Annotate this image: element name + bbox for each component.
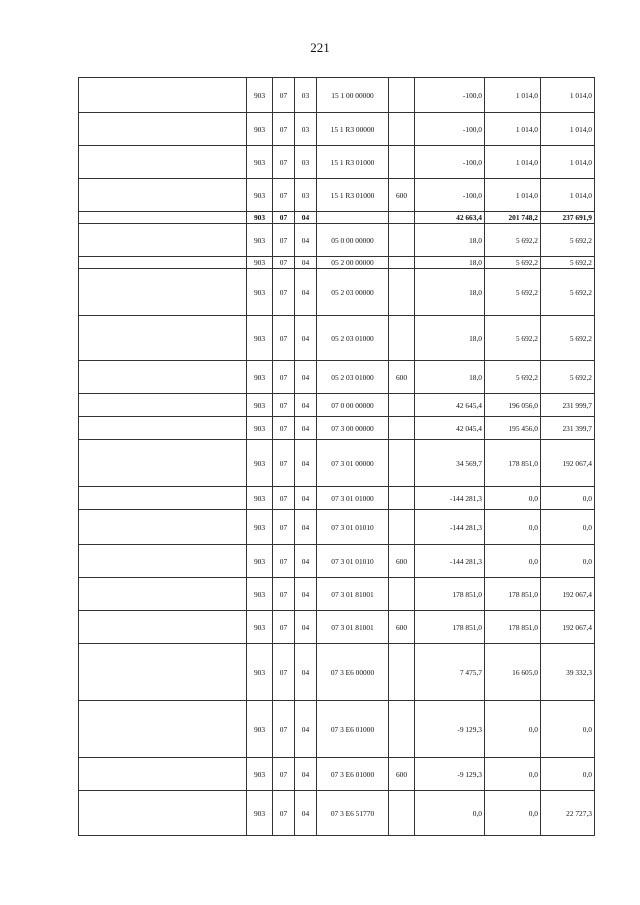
row-value-2: 5 692,2 bbox=[485, 361, 541, 394]
row-grbs: 903 bbox=[247, 212, 273, 224]
row-vr bbox=[389, 578, 415, 611]
row-value-3: 1 014,0 bbox=[541, 146, 595, 179]
row-vr bbox=[389, 224, 415, 257]
row-value-3: 22 727,3 bbox=[541, 791, 595, 836]
row-name bbox=[79, 269, 247, 316]
row-rz: 07 bbox=[273, 510, 295, 545]
row-vr: 600 bbox=[389, 179, 415, 212]
row-csr: 07 3 01 81001 bbox=[317, 611, 389, 644]
row-value-3: 39 332,3 bbox=[541, 644, 595, 701]
row-vr bbox=[389, 394, 415, 417]
table-row bbox=[79, 701, 595, 758]
table-row bbox=[79, 361, 595, 394]
row-value-2: 195 456,0 bbox=[485, 417, 541, 440]
row-rz: 07 bbox=[273, 417, 295, 440]
row-rz: 07 bbox=[273, 257, 295, 269]
row-value-2: 5 692,2 bbox=[485, 257, 541, 269]
row-grbs: 903 bbox=[247, 257, 273, 269]
row-grbs: 903 bbox=[247, 146, 273, 179]
row-value-3: 1 014,0 bbox=[541, 113, 595, 146]
row-vr bbox=[389, 146, 415, 179]
row-rz: 07 bbox=[273, 146, 295, 179]
row-grbs: 903 bbox=[247, 487, 273, 510]
row-csr: 07 3 E6 00000 bbox=[317, 644, 389, 701]
row-name bbox=[79, 644, 247, 701]
row-name bbox=[79, 146, 247, 179]
row-grbs: 903 bbox=[247, 179, 273, 212]
row-name bbox=[79, 361, 247, 394]
row-pr: 03 bbox=[295, 146, 317, 179]
row-name bbox=[79, 440, 247, 487]
row-value-2: 5 692,2 bbox=[485, 224, 541, 257]
row-value-1: 18,0 bbox=[415, 361, 485, 394]
row-pr: 04 bbox=[295, 440, 317, 487]
row-grbs: 903 bbox=[247, 758, 273, 791]
row-grbs: 903 bbox=[247, 224, 273, 257]
row-value-1: 18,0 bbox=[415, 224, 485, 257]
row-rz: 07 bbox=[273, 791, 295, 836]
row-value-2: 1 014,0 bbox=[485, 78, 541, 113]
row-value-1: 18,0 bbox=[415, 269, 485, 316]
row-grbs: 903 bbox=[247, 361, 273, 394]
row-pr: 03 bbox=[295, 78, 317, 113]
row-value-2: 1 014,0 bbox=[485, 113, 541, 146]
row-vr bbox=[389, 487, 415, 510]
row-pr: 04 bbox=[295, 269, 317, 316]
row-vr bbox=[389, 316, 415, 361]
row-value-2: 0,0 bbox=[485, 487, 541, 510]
table-row bbox=[79, 510, 595, 545]
row-value-3: 5 692,2 bbox=[541, 224, 595, 257]
row-value-3: 0,0 bbox=[541, 510, 595, 545]
row-value-3: 231 399,7 bbox=[541, 417, 595, 440]
row-name bbox=[79, 758, 247, 791]
row-value-3: 5 692,2 bbox=[541, 316, 595, 361]
row-value-3: 1 014,0 bbox=[541, 78, 595, 113]
row-value-1: 42 045,4 bbox=[415, 417, 485, 440]
table-row bbox=[79, 417, 595, 440]
row-value-3: 5 692,2 bbox=[541, 361, 595, 394]
row-value-3: 192 067,4 bbox=[541, 578, 595, 611]
row-pr: 03 bbox=[295, 179, 317, 212]
row-vr: 600 bbox=[389, 545, 415, 578]
row-value-2: 201 748,2 bbox=[485, 212, 541, 224]
row-value-3: 231 999,7 bbox=[541, 394, 595, 417]
row-vr bbox=[389, 113, 415, 146]
table-row bbox=[79, 224, 595, 257]
row-value-1: 42 663,4 bbox=[415, 212, 485, 224]
table-row bbox=[79, 146, 595, 179]
row-csr bbox=[317, 212, 389, 224]
row-value-3: 5 692,2 bbox=[541, 257, 595, 269]
row-value-2: 196 056,0 bbox=[485, 394, 541, 417]
row-name bbox=[79, 611, 247, 644]
row-value-2: 178 851,0 bbox=[485, 611, 541, 644]
row-vr bbox=[389, 417, 415, 440]
row-csr: 15 1 R3 01000 bbox=[317, 179, 389, 212]
row-grbs: 903 bbox=[247, 644, 273, 701]
row-csr: 07 3 01 00000 bbox=[317, 440, 389, 487]
row-name bbox=[79, 510, 247, 545]
row-name bbox=[79, 394, 247, 417]
row-vr bbox=[389, 212, 415, 224]
row-csr: 15 1 R3 00000 bbox=[317, 113, 389, 146]
row-value-2: 5 692,2 bbox=[485, 316, 541, 361]
row-rz: 07 bbox=[273, 179, 295, 212]
row-value-1: 18,0 bbox=[415, 257, 485, 269]
row-csr: 07 3 00 00000 bbox=[317, 417, 389, 440]
row-rz: 07 bbox=[273, 487, 295, 510]
row-pr: 04 bbox=[295, 545, 317, 578]
row-value-1: -9 129,3 bbox=[415, 758, 485, 791]
row-pr: 04 bbox=[295, 510, 317, 545]
row-pr: 04 bbox=[295, 487, 317, 510]
row-pr: 04 bbox=[295, 611, 317, 644]
table-row bbox=[79, 487, 595, 510]
row-csr: 07 3 E6 01000 bbox=[317, 758, 389, 791]
row-value-1: 34 569,7 bbox=[415, 440, 485, 487]
row-value-1: -100,0 bbox=[415, 179, 485, 212]
row-rz: 07 bbox=[273, 316, 295, 361]
row-value-3: 237 691,9 bbox=[541, 212, 595, 224]
table-row bbox=[79, 644, 595, 701]
row-csr: 07 3 01 01010 bbox=[317, 510, 389, 545]
row-csr: 07 3 01 81001 bbox=[317, 578, 389, 611]
row-rz: 07 bbox=[273, 758, 295, 791]
row-value-1: -144 281,3 bbox=[415, 545, 485, 578]
row-csr: 15 1 00 00000 bbox=[317, 78, 389, 113]
row-value-2: 0,0 bbox=[485, 545, 541, 578]
row-name bbox=[79, 487, 247, 510]
table-row bbox=[79, 113, 595, 146]
row-pr: 04 bbox=[295, 644, 317, 701]
table-row bbox=[79, 578, 595, 611]
table-row bbox=[79, 545, 595, 578]
row-grbs: 903 bbox=[247, 394, 273, 417]
row-csr: 07 3 01 01010 bbox=[317, 545, 389, 578]
row-csr: 05 2 03 00000 bbox=[317, 269, 389, 316]
row-value-1: -100,0 bbox=[415, 78, 485, 113]
row-grbs: 903 bbox=[247, 440, 273, 487]
row-name bbox=[79, 78, 247, 113]
table-row bbox=[79, 179, 595, 212]
row-rz: 07 bbox=[273, 578, 295, 611]
row-grbs: 903 bbox=[247, 417, 273, 440]
row-value-1: -100,0 bbox=[415, 146, 485, 179]
row-csr: 07 3 01 01000 bbox=[317, 487, 389, 510]
row-value-2: 178 851,0 bbox=[485, 440, 541, 487]
row-grbs: 903 bbox=[247, 113, 273, 146]
budget-table bbox=[78, 77, 595, 836]
row-rz: 07 bbox=[273, 545, 295, 578]
row-value-2: 1 014,0 bbox=[485, 179, 541, 212]
row-csr: 05 2 03 01000 bbox=[317, 361, 389, 394]
row-value-3: 192 067,4 bbox=[541, 440, 595, 487]
row-value-3: 5 692,2 bbox=[541, 269, 595, 316]
table-row bbox=[79, 316, 595, 361]
row-pr: 04 bbox=[295, 417, 317, 440]
table-row bbox=[79, 269, 595, 316]
row-value-3: 0,0 bbox=[541, 701, 595, 758]
row-rz: 07 bbox=[273, 361, 295, 394]
row-vr: 600 bbox=[389, 611, 415, 644]
row-value-1: 178 851,0 bbox=[415, 578, 485, 611]
row-rz: 07 bbox=[273, 701, 295, 758]
row-vr bbox=[389, 701, 415, 758]
row-name bbox=[79, 417, 247, 440]
row-name bbox=[79, 224, 247, 257]
row-pr: 04 bbox=[295, 578, 317, 611]
row-value-2: 0,0 bbox=[485, 510, 541, 545]
row-grbs: 903 bbox=[247, 791, 273, 836]
row-name bbox=[79, 701, 247, 758]
row-pr: 04 bbox=[295, 394, 317, 417]
row-value-1: 178 851,0 bbox=[415, 611, 485, 644]
row-grbs: 903 bbox=[247, 578, 273, 611]
row-pr: 03 bbox=[295, 113, 317, 146]
row-csr: 07 0 00 00000 bbox=[317, 394, 389, 417]
row-name bbox=[79, 578, 247, 611]
row-value-3: 0,0 bbox=[541, 758, 595, 791]
row-pr: 04 bbox=[295, 701, 317, 758]
row-pr: 04 bbox=[295, 791, 317, 836]
row-value-2: 0,0 bbox=[485, 791, 541, 836]
row-grbs: 903 bbox=[247, 611, 273, 644]
row-vr bbox=[389, 791, 415, 836]
row-csr: 05 0 00 00000 bbox=[317, 224, 389, 257]
row-value-1: 7 475,7 bbox=[415, 644, 485, 701]
row-pr: 04 bbox=[295, 224, 317, 257]
row-rz: 07 bbox=[273, 113, 295, 146]
table-row bbox=[79, 257, 595, 269]
row-value-2: 178 851,0 bbox=[485, 578, 541, 611]
row-value-2: 0,0 bbox=[485, 701, 541, 758]
row-pr: 04 bbox=[295, 361, 317, 394]
row-vr bbox=[389, 510, 415, 545]
row-name bbox=[79, 113, 247, 146]
row-value-1: -144 281,3 bbox=[415, 487, 485, 510]
row-grbs: 903 bbox=[247, 269, 273, 316]
row-name bbox=[79, 257, 247, 269]
row-rz: 07 bbox=[273, 212, 295, 224]
row-grbs: 903 bbox=[247, 78, 273, 113]
row-value-3: 0,0 bbox=[541, 487, 595, 510]
row-rz: 07 bbox=[273, 224, 295, 257]
row-value-2: 0,0 bbox=[485, 758, 541, 791]
row-value-3: 0,0 bbox=[541, 545, 595, 578]
row-pr: 04 bbox=[295, 257, 317, 269]
table-row bbox=[79, 78, 595, 113]
table-row bbox=[79, 791, 595, 836]
table-row bbox=[79, 611, 595, 644]
row-value-1: 42 645,4 bbox=[415, 394, 485, 417]
row-value-3: 1 014,0 bbox=[541, 179, 595, 212]
row-vr: 600 bbox=[389, 361, 415, 394]
row-grbs: 903 bbox=[247, 510, 273, 545]
row-csr: 05 2 00 00000 bbox=[317, 257, 389, 269]
row-csr: 07 3 E6 01000 bbox=[317, 701, 389, 758]
row-grbs: 903 bbox=[247, 316, 273, 361]
row-grbs: 903 bbox=[247, 701, 273, 758]
row-csr: 05 2 03 01000 bbox=[317, 316, 389, 361]
row-csr: 07 3 E6 51770 bbox=[317, 791, 389, 836]
table-row bbox=[79, 394, 595, 417]
row-rz: 07 bbox=[273, 611, 295, 644]
row-name bbox=[79, 212, 247, 224]
table-row bbox=[79, 212, 595, 224]
row-name bbox=[79, 179, 247, 212]
row-value-2: 16 605,0 bbox=[485, 644, 541, 701]
row-vr bbox=[389, 78, 415, 113]
row-pr: 04 bbox=[295, 316, 317, 361]
row-value-1: -9 129,3 bbox=[415, 701, 485, 758]
row-csr: 15 1 R3 01000 bbox=[317, 146, 389, 179]
row-value-1: -144 281,3 bbox=[415, 510, 485, 545]
row-value-2: 5 692,2 bbox=[485, 269, 541, 316]
row-value-2: 1 014,0 bbox=[485, 146, 541, 179]
row-value-1: 18,0 bbox=[415, 316, 485, 361]
row-rz: 07 bbox=[273, 644, 295, 701]
page-number: 221 bbox=[310, 40, 330, 55]
row-rz: 07 bbox=[273, 78, 295, 113]
row-vr: 600 bbox=[389, 758, 415, 791]
row-grbs: 903 bbox=[247, 545, 273, 578]
table-row bbox=[79, 758, 595, 791]
row-name bbox=[79, 545, 247, 578]
row-pr: 04 bbox=[295, 212, 317, 224]
row-value-1: -100,0 bbox=[415, 113, 485, 146]
row-name bbox=[79, 791, 247, 836]
table-row bbox=[79, 440, 595, 487]
row-name bbox=[79, 316, 247, 361]
row-value-1: 0,0 bbox=[415, 791, 485, 836]
row-value-3: 192 067,4 bbox=[541, 611, 595, 644]
row-rz: 07 bbox=[273, 394, 295, 417]
row-vr bbox=[389, 440, 415, 487]
row-vr bbox=[389, 644, 415, 701]
row-vr bbox=[389, 269, 415, 316]
row-pr: 04 bbox=[295, 758, 317, 791]
row-rz: 07 bbox=[273, 269, 295, 316]
row-vr bbox=[389, 257, 415, 269]
row-rz: 07 bbox=[273, 440, 295, 487]
